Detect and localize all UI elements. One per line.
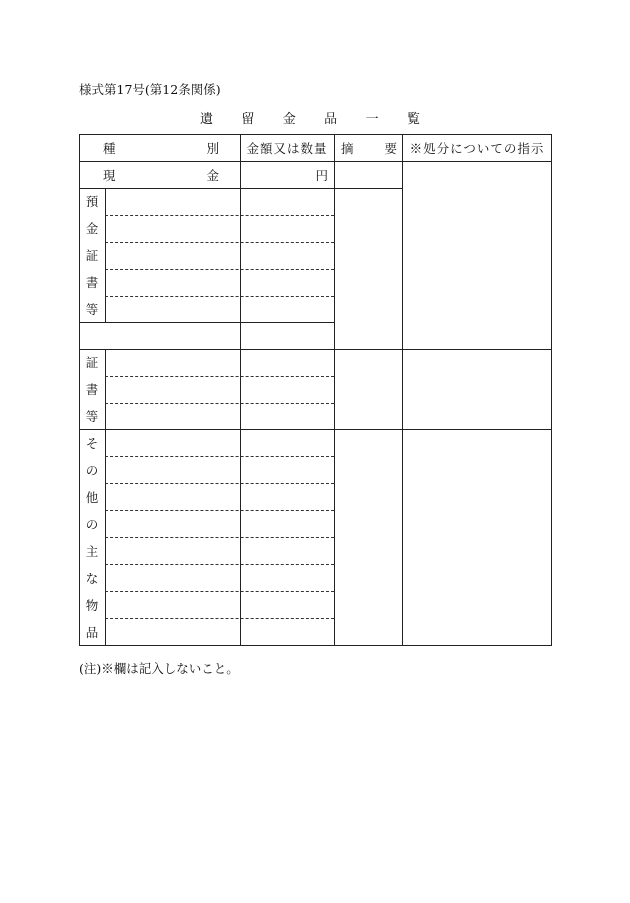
deposit-group-bottom-line — [79, 349, 552, 350]
other-label-char: 品 — [85, 625, 99, 641]
other-label-char: 主 — [85, 544, 99, 560]
deposit-subtotal-line — [79, 322, 334, 323]
cash-label-char: 現 — [103, 167, 116, 183]
header-kind-char: 種 — [103, 140, 116, 156]
other-label-char: の — [85, 516, 99, 532]
certificate-group-bottom-line — [79, 429, 552, 430]
certificate-group-label — [79, 349, 105, 429]
dashed-row-line — [105, 456, 334, 457]
dashed-row-line — [105, 537, 334, 538]
deposit-label-char: 等 — [85, 301, 99, 317]
dashed-row-line — [105, 591, 334, 592]
dashed-row-line — [105, 564, 334, 565]
other-label-char: な — [85, 571, 99, 587]
header-summary-char: 摘 — [341, 140, 354, 156]
other-items-group-label — [79, 429, 105, 646]
cash-label — [103, 161, 219, 188]
certificate-label-char: 証 — [85, 355, 99, 371]
group-label-divider — [105, 349, 106, 429]
table-border — [79, 134, 552, 646]
header-instruction: ※処分についての指示 — [409, 140, 545, 156]
form-number: 様式第17号(第12条関係) — [79, 82, 221, 97]
col-divider-amount — [334, 134, 335, 646]
group-label-divider — [105, 188, 106, 322]
dashed-row-line — [105, 618, 334, 619]
dashed-row-line — [105, 296, 334, 297]
other-label-char: そ — [85, 435, 99, 451]
col-divider-kind — [240, 134, 241, 646]
dashed-row-line — [105, 269, 334, 270]
dashed-row-line — [105, 215, 334, 216]
dashed-row-line — [105, 403, 334, 404]
deposit-label-char: 書 — [85, 274, 99, 290]
certificate-label-char: 書 — [85, 381, 99, 397]
dashed-row-line — [105, 510, 334, 511]
deposit-label-char: 証 — [85, 247, 99, 263]
header-kind-char: 別 — [206, 140, 219, 156]
dashed-row-line — [105, 483, 334, 484]
other-label-char: の — [85, 462, 99, 478]
footnote: (注)※欄は記入しないこと。 — [79, 661, 239, 676]
col-divider-summary — [402, 134, 403, 646]
header-summary-char: 要 — [384, 140, 397, 156]
other-label-char: 他 — [85, 489, 99, 505]
deposit-group-label — [79, 188, 105, 322]
cash-label-char: 金 — [206, 167, 219, 183]
dashed-row-line — [105, 376, 334, 377]
deposit-label-char: 金 — [85, 221, 99, 237]
dashed-row-line — [105, 242, 334, 243]
title-char: 金 — [282, 112, 296, 127]
title-char: 覧 — [406, 112, 420, 127]
certificate-label-char: 等 — [85, 408, 99, 424]
title-char: 遺 — [200, 112, 214, 127]
cash-unit: 円 — [315, 167, 328, 183]
title-char: 品 — [324, 112, 338, 127]
other-label-char: 物 — [85, 598, 99, 614]
title-char: 留 — [241, 112, 255, 127]
page-title — [200, 108, 420, 127]
deposit-label-char: 預 — [85, 194, 99, 210]
cash-row-bottom-line — [79, 188, 402, 189]
title-char: 一 — [365, 112, 379, 127]
header-summary — [341, 134, 397, 161]
header-amount: 金額又は数量 — [246, 140, 328, 156]
header-kind — [103, 134, 219, 161]
